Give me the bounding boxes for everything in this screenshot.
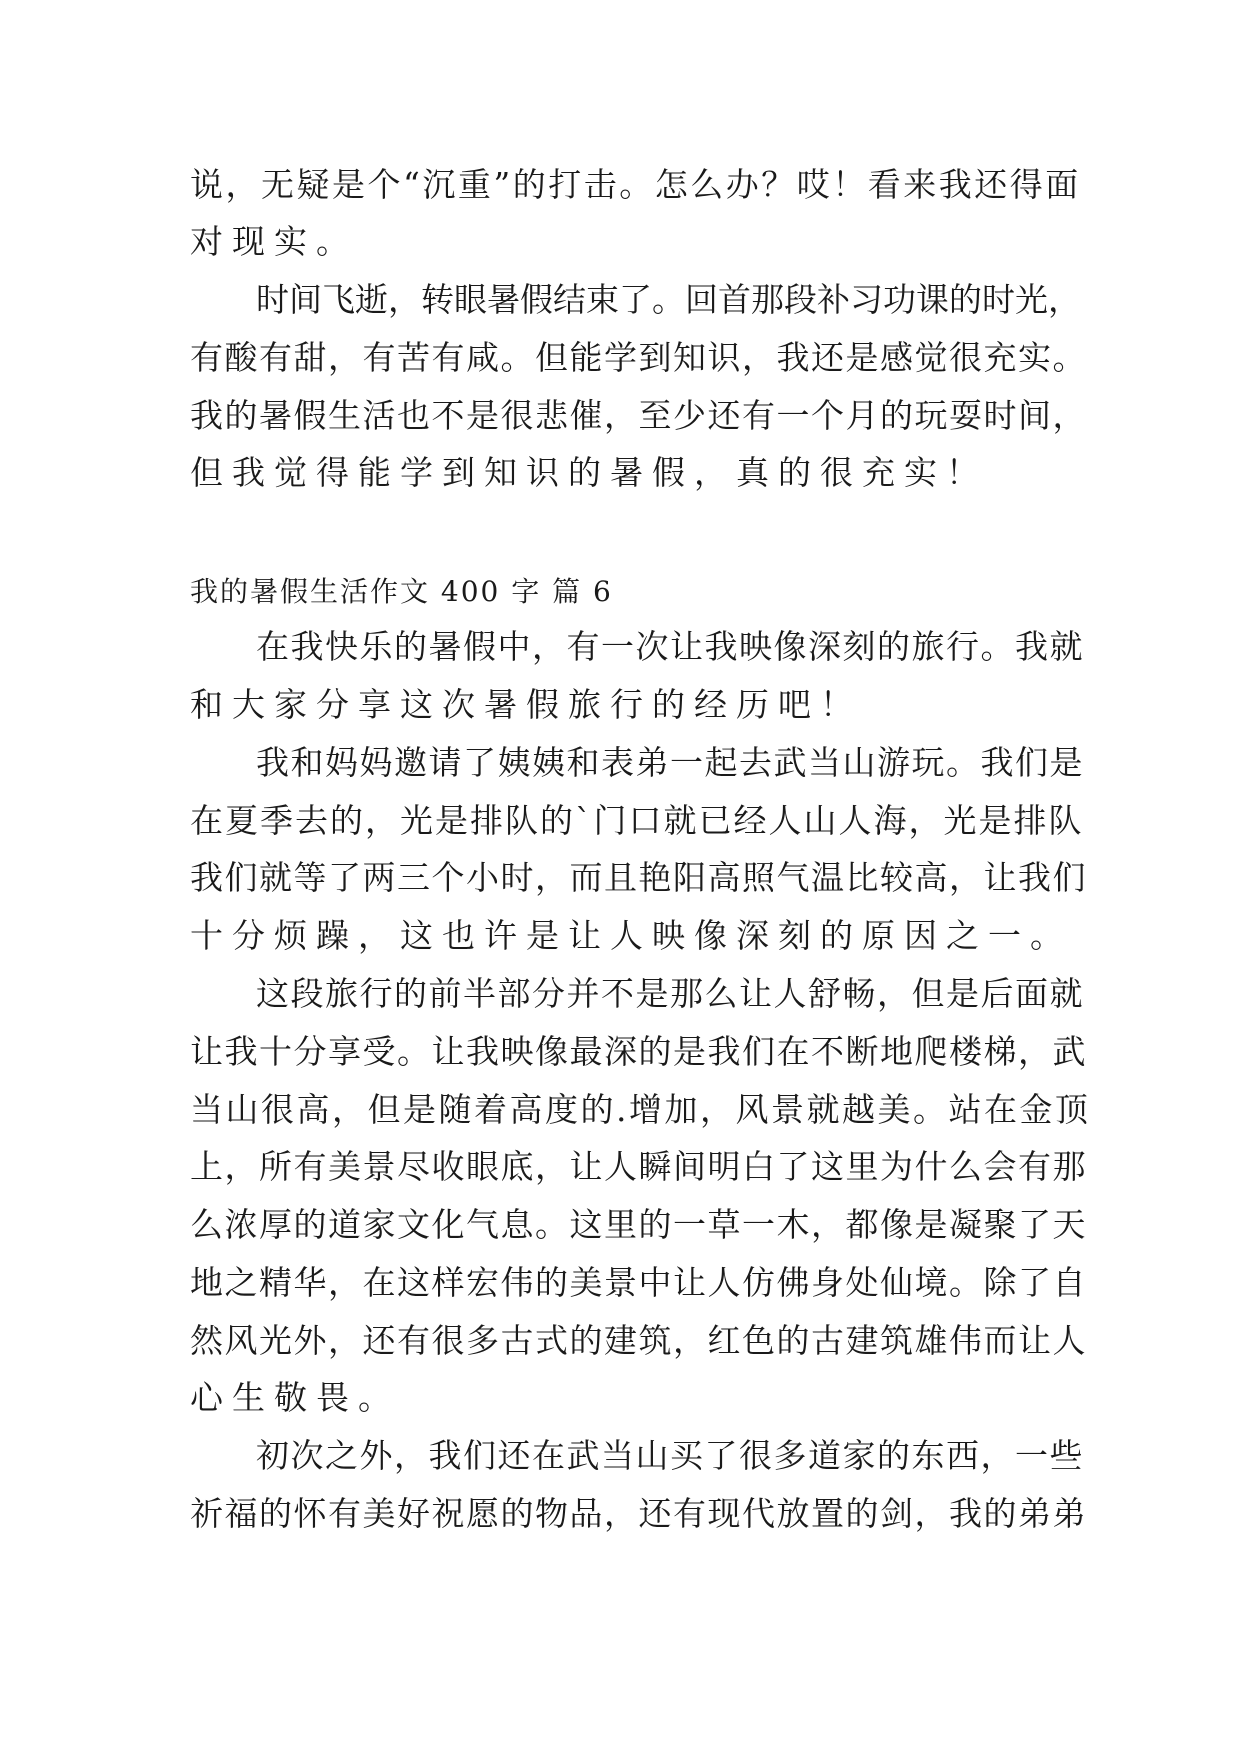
text-line: 和大家分享这次暑假旅行的经历吧！: [190, 685, 862, 724]
text-line: 上，所有美景尽收眼底，让人瞬间明白了这里为什么会有那: [190, 1147, 1087, 1186]
text-line: 但我觉得能学到知识的暑假，真的很充实！: [190, 453, 988, 492]
text-line: 说，无疑是个“沉重”的打击。怎么办？哎！看来我还得面: [190, 165, 1081, 204]
text-line: 然风光外，还有很多古式的建筑，红色的古建筑雄伟而让人: [190, 1321, 1087, 1360]
text-line: 心生敬畏。: [190, 1378, 400, 1417]
paragraph-first-line: 在我快乐的暑假中，有一次让我映像深刻的旅行。我就: [256, 627, 1084, 666]
text-line: 我的暑假生活也不是很悲催，至少还有一个月的玩耍时间，: [190, 396, 1087, 435]
section-title: 我的暑假生活作文 400 字 篇 6: [190, 575, 613, 608]
text-line: 对现实。: [190, 222, 358, 261]
paragraph-first-line: 初次之外，我们还在武当山买了很多道家的东西，一些: [256, 1436, 1084, 1475]
paragraph-first-line: 我和妈妈邀请了姨姨和表弟一起去武当山游玩。我们是: [256, 743, 1084, 782]
text-line: 地之精华，在这样宏伟的美景中让人仿佛身处仙境。除了自: [190, 1263, 1087, 1302]
paragraph-first-line: 时间飞逝，转眼暑假结束了。回首那段补习功课的时光，: [256, 280, 1081, 319]
text-line: 祈福的怀有美好祝愿的物品，还有现代放置的剑，我的弟弟: [190, 1494, 1087, 1533]
text-line: 有酸有甜，有苦有咸。但能学到知识，我还是感觉很充实。: [190, 338, 1087, 377]
text-line: 我们就等了两三个小时，而且艳阳高照气温比较高，让我们: [190, 858, 1087, 897]
text-line: 么浓厚的道家文化气息。这里的一草一木，都像是凝聚了天: [190, 1205, 1087, 1244]
text-line: 当山很高，但是随着高度的.增加，风景就越美。站在金顶: [190, 1090, 1091, 1129]
paragraph-first-line: 这段旅行的前半部分并不是那么让人舒畅，但是后面就: [256, 974, 1084, 1013]
text-line: 十分烦躁，这也许是让人映像深刻的原因之一。: [190, 916, 1072, 955]
text-line: 让我十分享受。让我映像最深的是我们在不断地爬楼梯，武: [190, 1032, 1087, 1071]
text-line: 在夏季去的，光是排队的`门口就已经人山人海，光是排队: [190, 801, 1084, 840]
